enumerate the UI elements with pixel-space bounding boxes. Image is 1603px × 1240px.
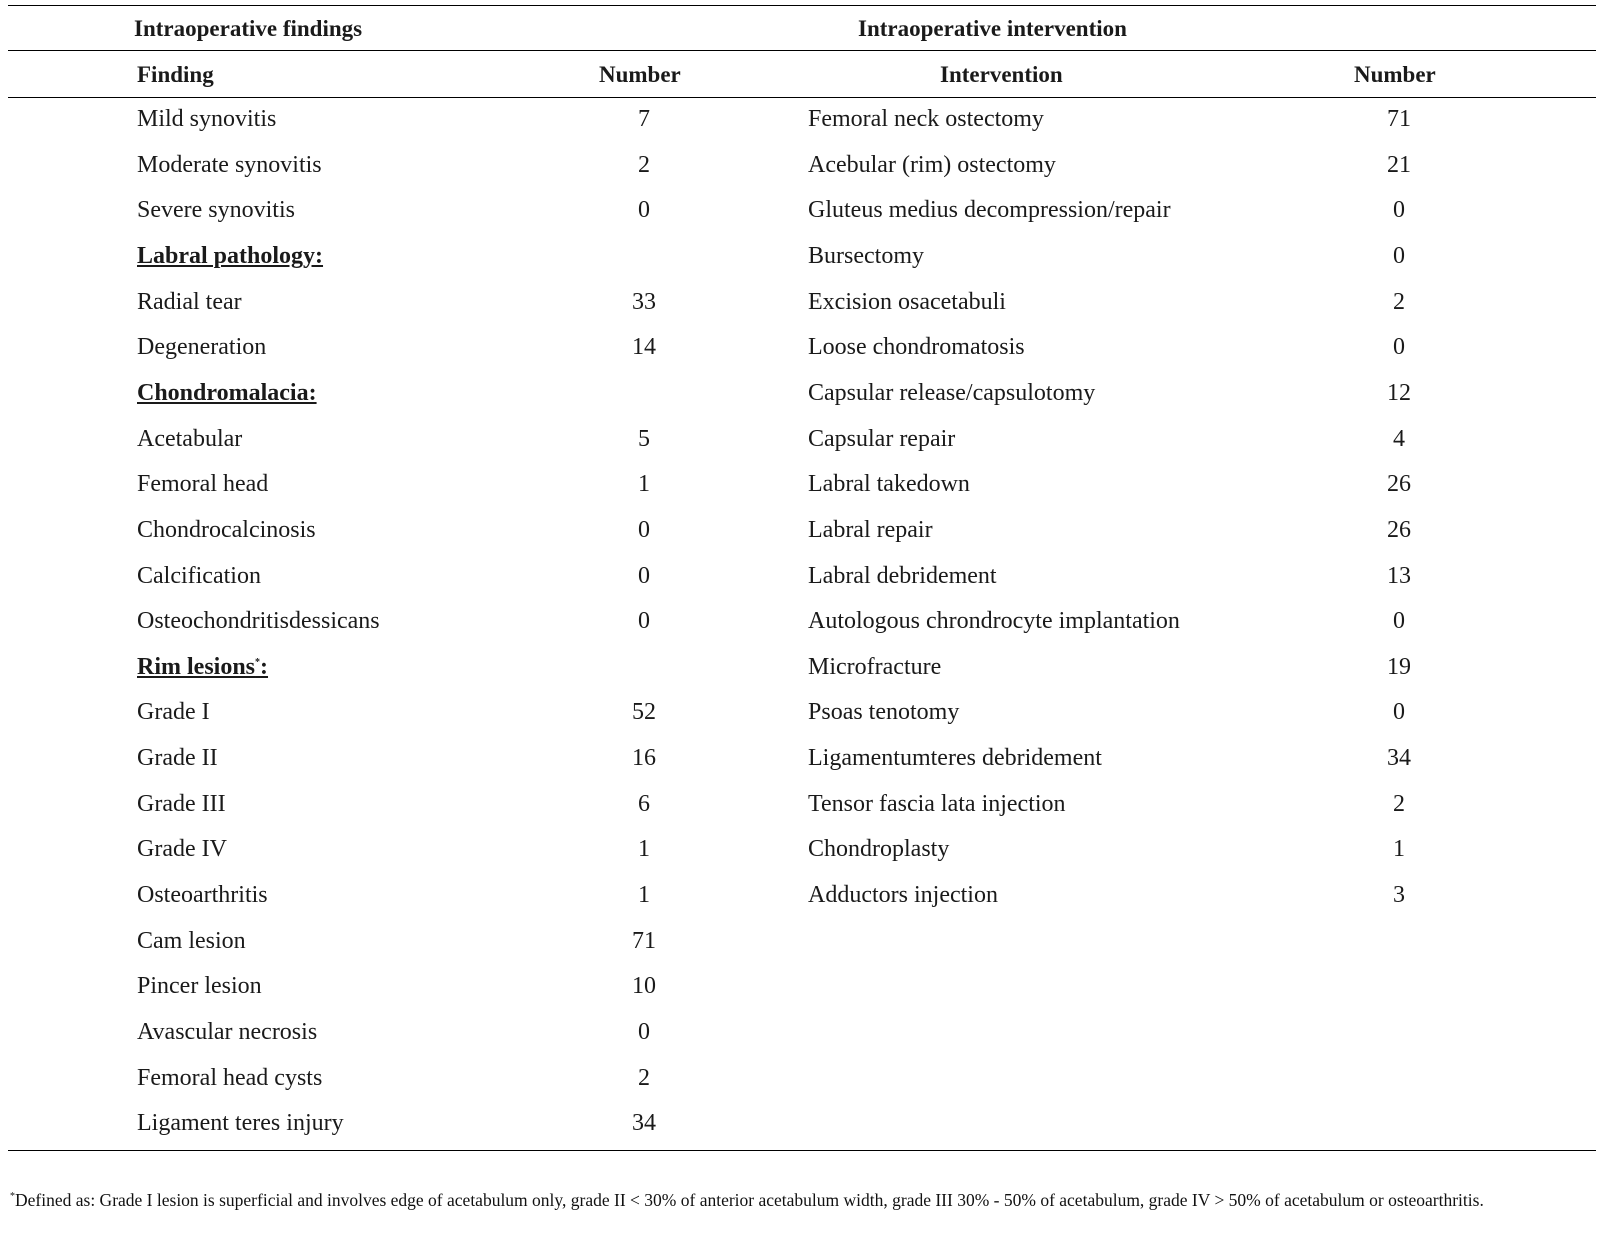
row-number-interventions: 3 (1393, 882, 1405, 909)
row-label-findings (137, 791, 226, 818)
footnote-ref: * (255, 656, 261, 668)
row-number-interventions: 71 (1387, 106, 1411, 132)
row-number-findings: 52 (632, 699, 656, 726)
row-label-text: Excision osacetabuli (808, 288, 1006, 315)
row-label-text: Autologous chrondrocyte implantation (808, 608, 1180, 635)
row-label-text: Acebular (rim) ostectomy (808, 151, 1056, 178)
row-number-findings: 2 (638, 1064, 650, 1091)
row-label-text: Chondroplasty (808, 836, 950, 863)
row-label-text: Loose chondromatosis (808, 334, 1025, 361)
row-label-text: Femoral head (137, 471, 269, 498)
row-label-text: Grade I (137, 699, 210, 726)
row-label-findings (137, 836, 227, 863)
row-number-interventions: 1 (1393, 836, 1405, 863)
row-label-findings (137, 517, 316, 544)
row-label-text: Gluteus medius decompression/repair (808, 197, 1171, 224)
row-label-text: Labral repair (808, 516, 933, 543)
row-number-findings: 0 (638, 608, 650, 635)
table-top-rule (8, 5, 1596, 6)
row-number-findings: 34 (632, 1110, 656, 1137)
row-label-text: Grade IV (137, 836, 227, 863)
row-label-findings (137, 973, 262, 1000)
row-label-findings (137, 745, 218, 772)
row-number-interventions: 12 (1387, 379, 1411, 406)
section-heading-findings (137, 243, 323, 270)
row-number-interventions: 26 (1387, 516, 1411, 543)
row-number-interventions: 0 (1393, 334, 1405, 361)
row-number-findings: 0 (638, 197, 650, 224)
row-label-findings (137, 608, 380, 635)
row-label-findings (137, 699, 210, 726)
row-label-text: Femoral head cysts (137, 1064, 323, 1091)
row-label-text: Psoas tenotomy (808, 699, 960, 726)
row-label-interventions (808, 106, 1044, 133)
row-label-text: Ligamentumteres debridement (808, 745, 1102, 772)
row-label-text: Bursectomy (808, 242, 924, 269)
row-label-text: Degeneration (137, 334, 267, 361)
row-label-findings (137, 1065, 322, 1092)
row-number-interventions: 13 (1387, 562, 1411, 589)
row-label-findings (137, 426, 242, 453)
row-number-findings: 2 (638, 151, 650, 178)
row-number-findings: 5 (638, 425, 650, 452)
row-label-text: Labral debridement (808, 562, 997, 589)
row-label-text: Ligament teres injury (137, 1110, 344, 1137)
row-label-interventions (808, 563, 997, 590)
row-number-interventions: 0 (1393, 197, 1405, 224)
row-label-text: Calcification (137, 562, 261, 589)
row-number-findings: 1 (638, 836, 650, 863)
number-column-header: Number (599, 62, 681, 87)
row-number-findings: 1 (638, 471, 650, 498)
row-label-findings (137, 563, 261, 590)
row-label-text: Grade III (137, 790, 226, 817)
intervention-group-header: Intraoperative intervention (858, 16, 1127, 41)
row-label-findings (137, 197, 295, 224)
row-label-interventions (808, 517, 933, 544)
group-header-rule (8, 50, 1596, 51)
row-number-interventions: 21 (1387, 151, 1411, 178)
row-label-interventions (808, 745, 1102, 772)
row-number-interventions: 4 (1393, 425, 1405, 452)
row-label-interventions (808, 426, 955, 453)
row-label-text: Chondrocalcinosis (137, 516, 316, 543)
row-label-findings (137, 289, 242, 316)
row-label-findings (137, 471, 268, 498)
row-label-text: Chondromalacia: (137, 379, 317, 406)
row-label-text: Acetabular (137, 425, 243, 452)
row-number-findings: 14 (632, 334, 656, 361)
row-number-interventions: 2 (1393, 288, 1405, 315)
row-label-findings (137, 106, 276, 133)
row-label-text: Severe synovitis (137, 197, 295, 224)
row-number-findings: 0 (638, 516, 650, 543)
row-number-findings: 10 (632, 973, 656, 1000)
row-label-text: Labral takedown (808, 471, 970, 498)
row-label-findings (137, 1019, 317, 1046)
row-label-interventions (808, 334, 1025, 361)
row-label-findings (137, 334, 266, 361)
row-number-findings: 0 (638, 562, 650, 589)
intervention-column-header: Intervention (940, 62, 1063, 87)
row-label-text: Radial tear (137, 288, 242, 315)
section-heading-findings (137, 380, 317, 407)
row-number-interventions: 19 (1387, 653, 1411, 680)
row-number-findings: 16 (632, 745, 656, 772)
row-label-interventions (808, 197, 1171, 224)
row-label-findings (137, 928, 246, 955)
row-label-text: Moderate synovitis (137, 151, 322, 178)
row-label-interventions (808, 791, 1066, 818)
row-label-interventions (808, 699, 959, 726)
footnote (10, 1185, 1595, 1212)
row-label-interventions (808, 289, 1006, 316)
row-number-findings: 7 (638, 106, 650, 132)
row-number-findings: 71 (632, 927, 656, 954)
row-label-text: Osteoarthritis (137, 882, 268, 909)
row-label-suffix: : (260, 653, 269, 680)
row-number-interventions: 34 (1387, 745, 1411, 772)
row-number-findings: 33 (632, 288, 656, 315)
column-header-rule (8, 97, 1596, 98)
section-heading-findings (137, 654, 268, 681)
row-number-interventions: 0 (1393, 699, 1405, 726)
row-label-text: Adductors injection (808, 882, 998, 909)
intervention-number-column-header: Number (1354, 62, 1436, 87)
row-label-text: Femoral neck ostectomy (808, 106, 1044, 132)
row-label-text: Labral pathology: (137, 242, 324, 269)
row-label-text: Osteochondritisdessicans (137, 608, 380, 635)
row-number-interventions: 0 (1393, 242, 1405, 269)
row-number-findings: 1 (638, 882, 650, 909)
row-label-text: Cam lesion (137, 927, 246, 954)
row-label-text: Avascular necrosis (137, 1019, 318, 1045)
row-label-interventions (808, 608, 1180, 635)
row-label-text: Microfracture (808, 653, 942, 680)
row-label-text: Mild synovitis (137, 106, 277, 132)
row-label-interventions (808, 380, 1095, 407)
row-label-interventions (808, 882, 998, 909)
row-label-text: Grade II (137, 745, 218, 772)
row-label-text: Tensor fascia lata injection (808, 790, 1066, 817)
findings-group-header: Intraoperative findings (134, 16, 363, 41)
row-number-interventions: 2 (1393, 790, 1405, 817)
row-label-text: Pincer lesion (137, 973, 262, 1000)
row-label-interventions (808, 152, 1056, 179)
row-label-findings (137, 1110, 344, 1137)
row-number-findings: 6 (638, 790, 650, 817)
row-label-text: Rim lesions (137, 653, 256, 680)
footnote-mark: * (10, 1191, 15, 1202)
row-number-findings: 0 (638, 1019, 650, 1045)
row-number-interventions: 26 (1387, 471, 1411, 498)
row-label-findings (137, 152, 322, 179)
row-label-interventions (808, 471, 970, 498)
table-bottom-rule (8, 1150, 1596, 1151)
row-label-text: Capsular release/capsulotomy (808, 379, 1096, 406)
row-label-findings (137, 882, 268, 909)
row-label-interventions (808, 654, 941, 681)
row-label-interventions (808, 243, 924, 270)
finding-column-header: Finding (137, 62, 214, 87)
row-label-text: Capsular repair (808, 425, 956, 452)
footnote-text: Defined as: Grade I lesion is superficial and involves edge of acetabulum only, grade II < 30% of anterior acetabulum width, grade III 30% - 50% of acetabulum, grade IV > 50% of acetabulum or osteoarthritis. (15, 1189, 1484, 1210)
row-number-interventions: 0 (1393, 608, 1405, 635)
row-label-interventions (808, 836, 949, 863)
